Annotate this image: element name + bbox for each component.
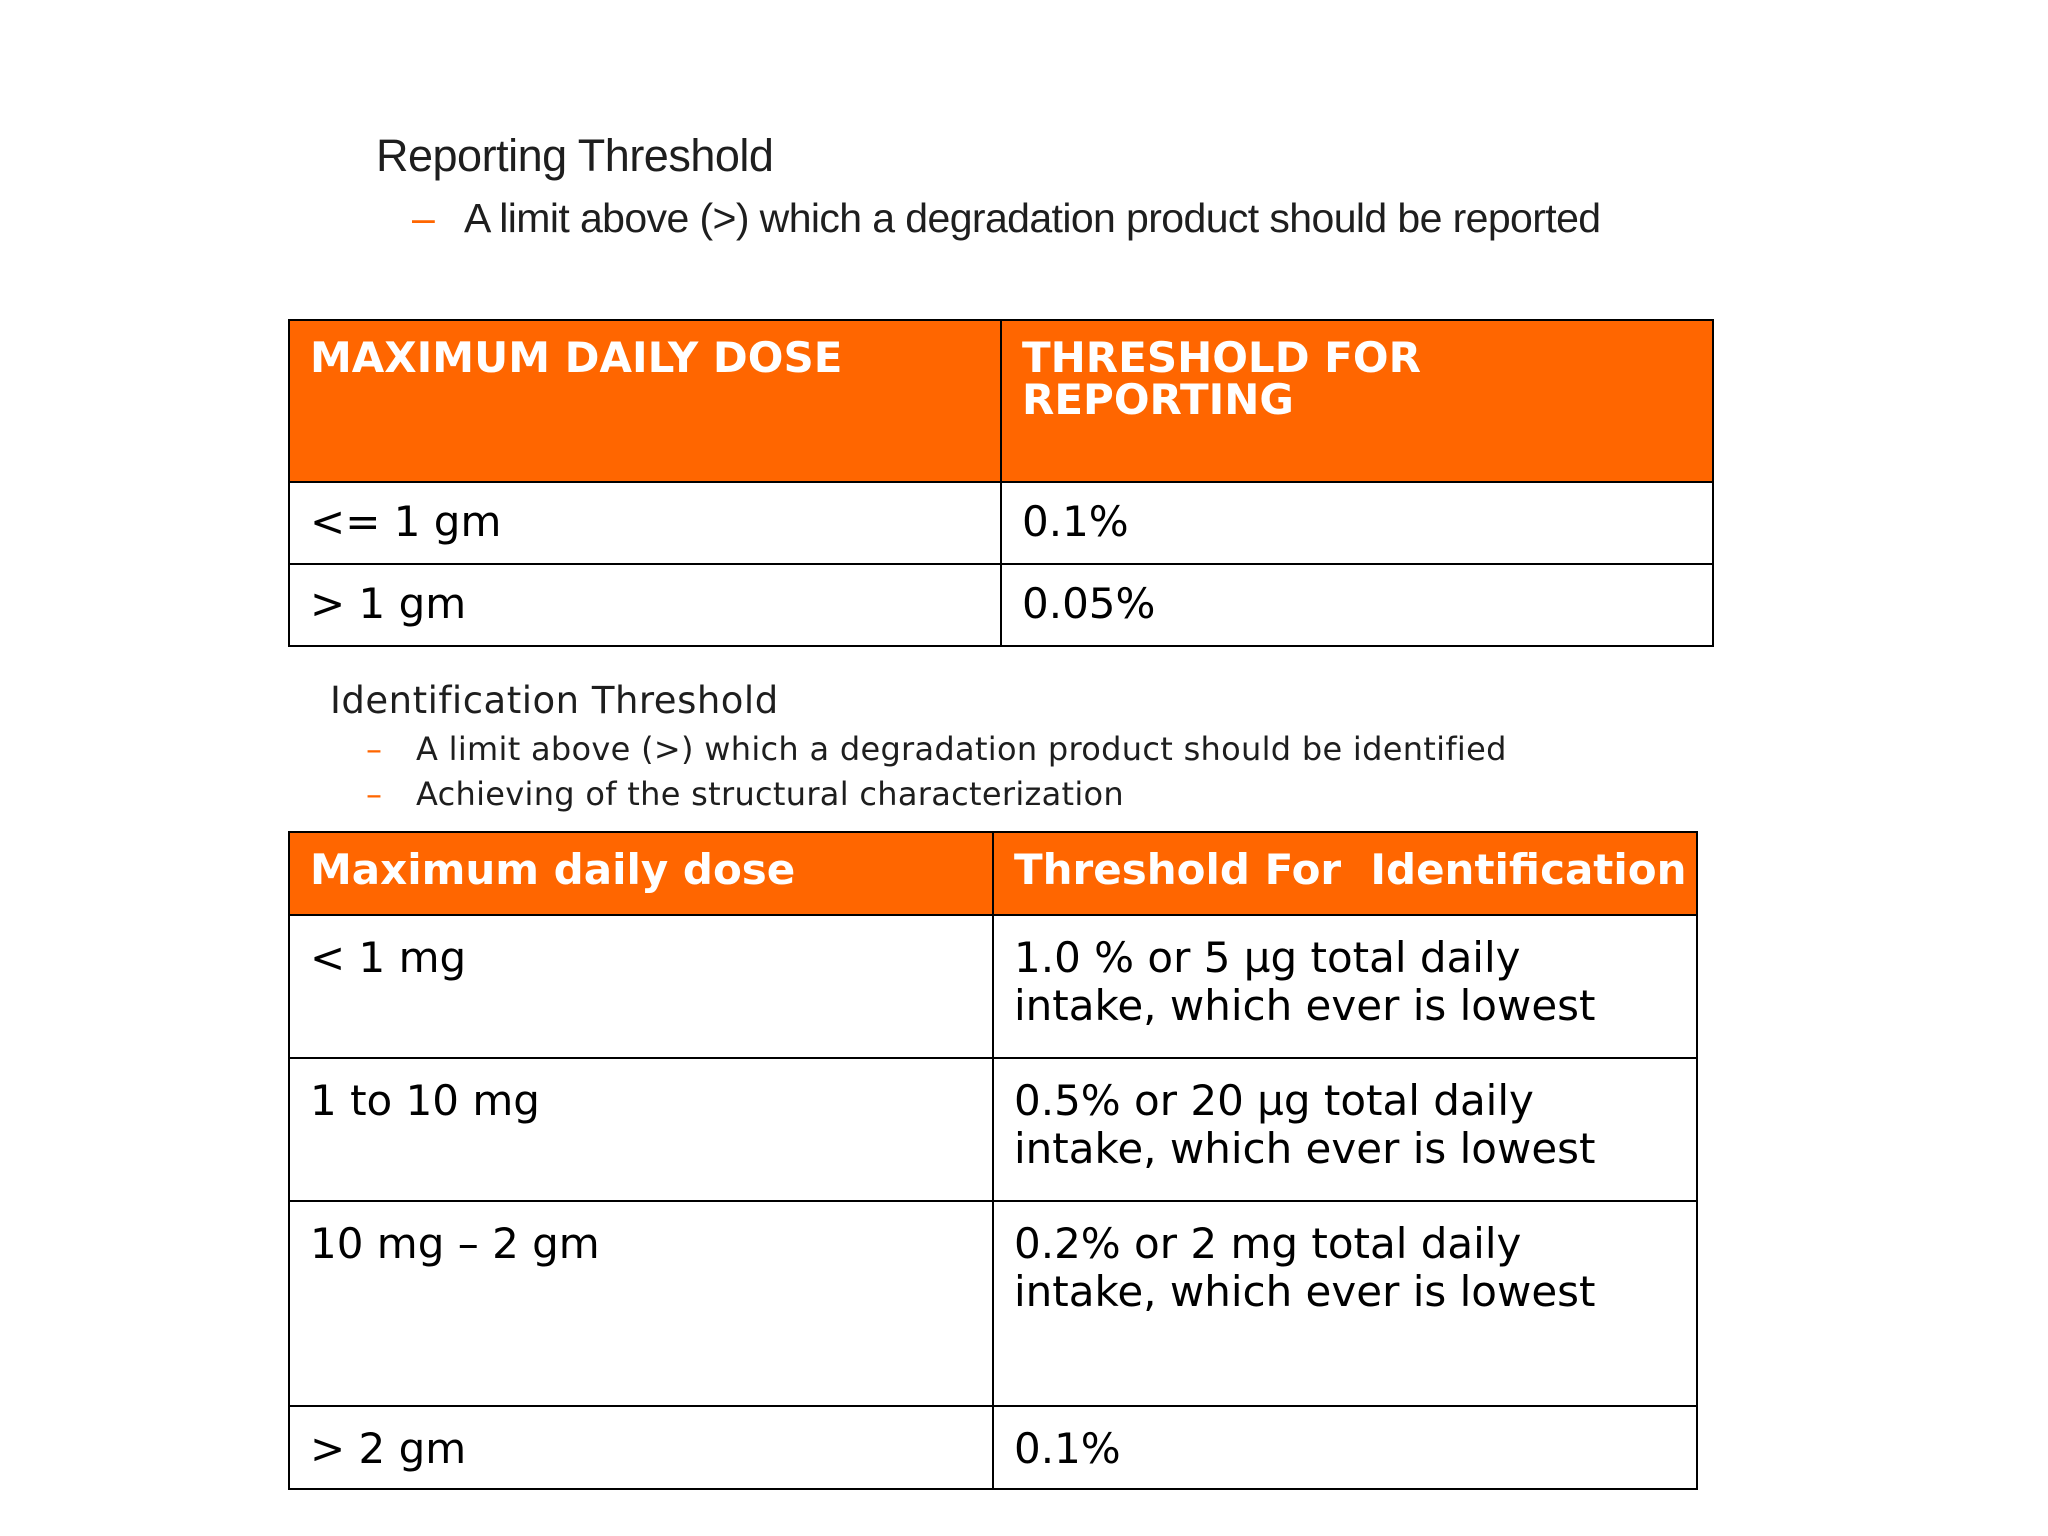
table-row — [289, 564, 1713, 646]
identification-bullet — [366, 730, 1507, 768]
table-header-row — [289, 320, 1713, 482]
identification-bullet-text: Achieving of the structural characterization — [416, 775, 1125, 813]
reporting-threshold-heading: Reporting Threshold — [376, 130, 774, 181]
table-header-row — [289, 832, 1697, 915]
dash-bullet-icon: – — [412, 195, 435, 241]
threshold-cell: 0.1% — [1001, 482, 1713, 564]
dash-bullet-icon: – — [366, 775, 383, 813]
column-header-threshold-reporting: THRESHOLD FOR REPORTING — [1001, 320, 1713, 482]
identification-threshold-heading: Identification Threshold — [330, 679, 779, 722]
reporting-threshold-bullet — [412, 195, 1601, 242]
dose-cell: > 1 gm — [289, 564, 1001, 646]
identification-threshold-table — [288, 831, 1698, 1490]
table-row — [289, 915, 1697, 1058]
dose-cell: > 2 gm — [289, 1406, 993, 1489]
threshold-cell: 0.2% or 2 mg total daily intake, which ever is lowest — [993, 1201, 1697, 1406]
threshold-cell: 1.0 % or 5 µg total daily intake, which ever is lowest — [993, 915, 1697, 1058]
table-row — [289, 1201, 1697, 1406]
column-header-max-daily-dose: Maximum daily dose — [289, 832, 993, 915]
table-row — [289, 482, 1713, 564]
threshold-cell: 0.5% or 20 µg total daily intake, which ever is lowest — [993, 1058, 1697, 1201]
table-row — [289, 1058, 1697, 1201]
reporting-bullet-text: A limit above (>) which a degradation product should be reported — [464, 195, 1601, 241]
table-row — [289, 1406, 1697, 1489]
column-header-threshold-identification: Threshold For Identification — [993, 832, 1697, 915]
column-header-max-daily-dose: MAXIMUM DAILY DOSE — [289, 320, 1001, 482]
dose-cell: <= 1 gm — [289, 482, 1001, 564]
dose-cell: 1 to 10 mg — [289, 1058, 993, 1201]
dose-cell: 10 mg – 2 gm — [289, 1201, 993, 1406]
dose-cell: < 1 mg — [289, 915, 993, 1058]
threshold-cell: 0.1% — [993, 1406, 1697, 1489]
identification-bullet-text: A limit above (>) which a degradation product should be identified — [416, 730, 1507, 768]
threshold-cell: 0.05% — [1001, 564, 1713, 646]
reporting-threshold-table — [288, 319, 1714, 647]
identification-bullet — [366, 775, 1124, 813]
dash-bullet-icon: – — [366, 730, 383, 768]
